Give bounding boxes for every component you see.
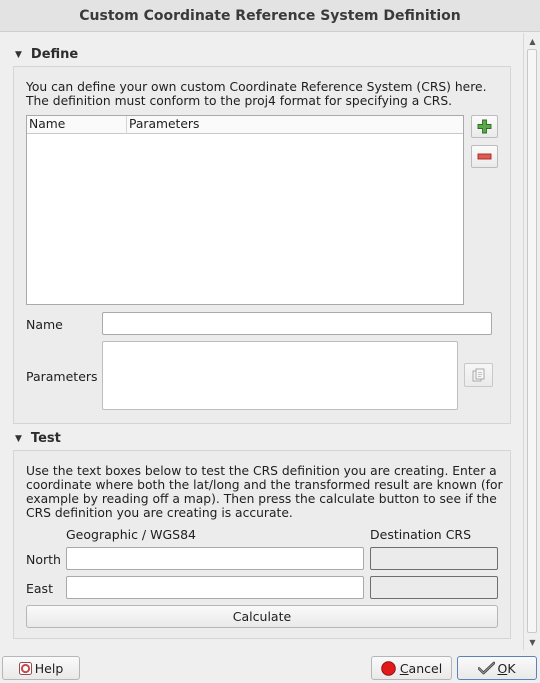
minus-icon [477, 152, 492, 161]
checkmark-icon [478, 661, 495, 675]
window-titlebar [0, 0, 540, 32]
test-description-line2: coordinate where both the lat/long and the transformed result are known (for [26, 478, 503, 492]
test-section-header[interactable] [15, 431, 61, 446]
north-label: North [26, 552, 61, 567]
name-label: Name [26, 317, 63, 332]
scroll-down-icon[interactable]: ▼ [529, 637, 536, 647]
east-input[interactable] [66, 576, 364, 599]
remove-crs-button[interactable] [471, 145, 498, 168]
crs-parameters-field[interactable] [102, 341, 458, 410]
plus-icon [477, 119, 492, 134]
help-icon [19, 662, 32, 675]
window-title: Custom Coordinate Reference System Definition [79, 7, 461, 24]
collapse-triangle-icon: ▼ [15, 49, 22, 60]
collapse-triangle-icon: ▼ [15, 433, 22, 444]
cancel-icon [381, 661, 396, 676]
vertical-scrollbar[interactable] [523, 33, 540, 650]
dialog-content [0, 33, 523, 645]
add-crs-button[interactable] [471, 115, 498, 138]
define-description-line2: The definition must conform to the proj4 format for specifying a CRS. [26, 94, 453, 108]
cancel-label: Cancel [399, 660, 443, 676]
geographic-header: Geographic / WGS84 [66, 527, 197, 542]
cancel-button[interactable] [371, 656, 452, 680]
help-label: Help [34, 660, 64, 676]
north-input[interactable] [66, 547, 364, 570]
test-description-line3: example by reading off a map). Then press the calculate button to see if the [26, 492, 497, 506]
east-result [370, 576, 498, 599]
help-button[interactable] [2, 656, 80, 680]
calculate-button[interactable]: Calculate [26, 605, 498, 628]
copy-parameters-button[interactable] [464, 363, 493, 387]
copy-parameters-icon [472, 368, 485, 382]
table-header [27, 116, 463, 134]
east-label: East [26, 581, 53, 596]
ok-button[interactable] [457, 656, 537, 680]
define-section-title: Define [30, 47, 79, 62]
crs-name-field[interactable] [102, 312, 492, 335]
ok-label: OK [497, 660, 516, 676]
define-group [13, 66, 511, 424]
destination-header: Destination CRS [370, 527, 472, 542]
crs-definitions-table[interactable] [26, 115, 464, 305]
define-section-header[interactable] [15, 47, 78, 62]
test-description-line1: Use the text boxes below to test the CRS definition you are creating. Enter a [26, 464, 497, 478]
define-description-line1: You can define your own custom Coordinate Reference System (CRS) here. [26, 80, 487, 94]
parameters-label: Parameters [26, 369, 98, 384]
column-header-parameters[interactable]: Parameters [129, 117, 200, 131]
north-result [370, 547, 498, 570]
test-section-title: Test [30, 431, 61, 446]
test-description-line4: CRS definition you are creating is accurate. [26, 506, 293, 520]
scroll-up-icon[interactable]: ▲ [529, 36, 536, 46]
scrollbar-thumb[interactable] [527, 49, 537, 633]
test-group [13, 450, 511, 639]
column-header-name[interactable]: Name [27, 116, 127, 134]
